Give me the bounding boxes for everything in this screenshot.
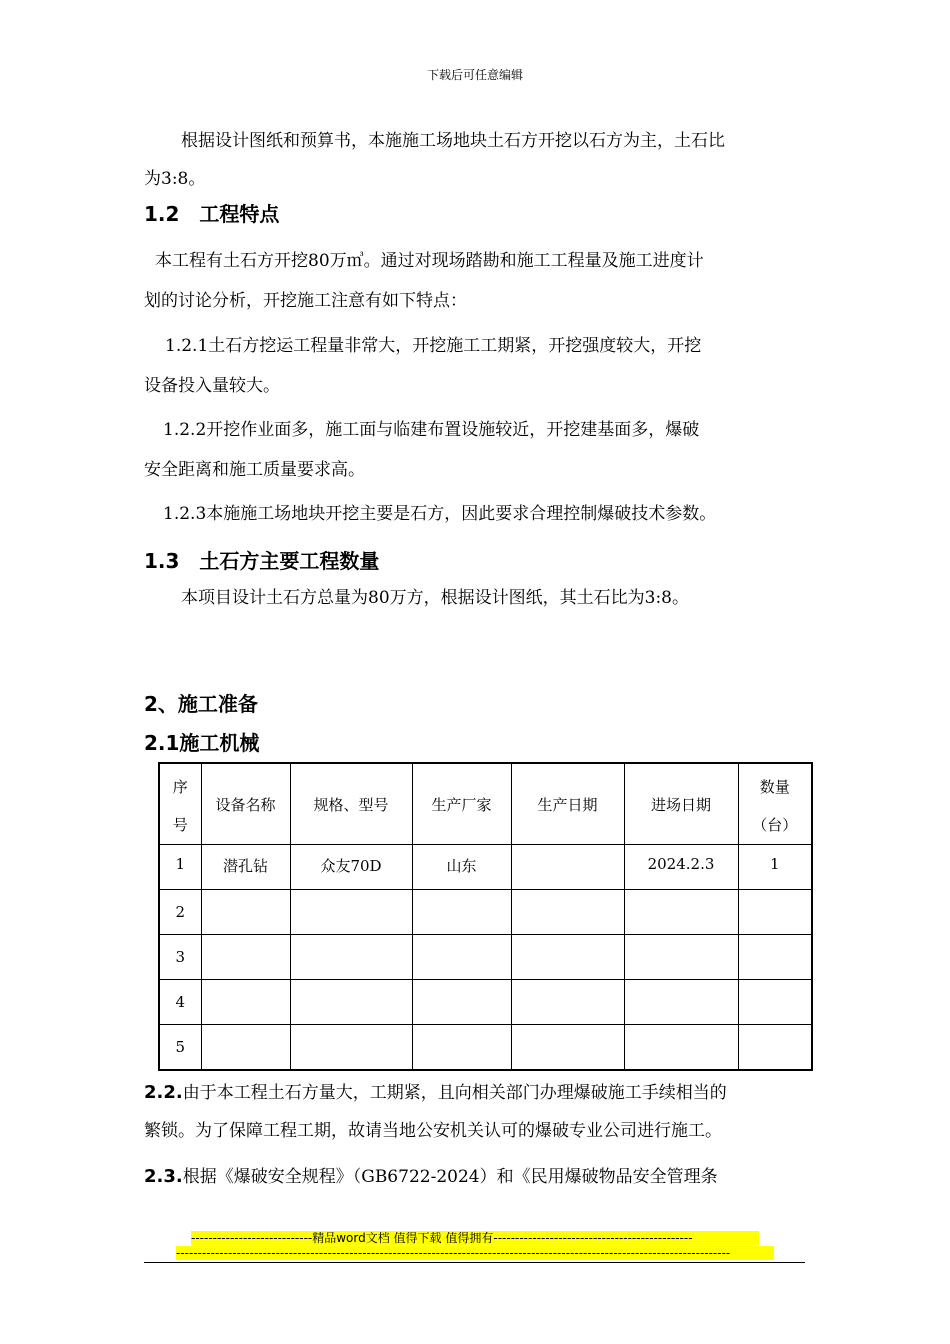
header-seq — [159, 763, 201, 845]
cell-seq: 5 — [159, 1025, 201, 1070]
cell-entry-date — [624, 980, 738, 1025]
cell-entry-date — [624, 935, 738, 980]
cell-name: 潜孔钻 — [201, 845, 290, 890]
item-1-2-2-line-1: 1.2.2开挖作业面多，施工面与临建布置设施较近，开挖建基面多，爆破 — [163, 420, 700, 440]
equipment-table — [158, 762, 813, 1071]
cell-prod-date — [511, 890, 624, 935]
header-seq-line-2: 号 — [172, 816, 188, 834]
header-name: 设备名称 — [201, 763, 290, 845]
item-1-2-1-line-1: 1.2.1土石方挖运工程量非常大，开挖施工工期紧，开挖强度较大，开挖 — [165, 336, 702, 356]
cell-qty — [738, 935, 812, 980]
cell-qty — [738, 890, 812, 935]
cell-spec — [290, 890, 412, 935]
header-prod-date: 生产日期 — [511, 763, 624, 845]
table-row — [159, 980, 812, 1025]
cell-seq: 3 — [159, 935, 201, 980]
cell-entry-date — [624, 890, 738, 935]
table-header-row — [159, 763, 812, 845]
cell-maker — [412, 935, 511, 980]
section-2-2-line-1 — [144, 1078, 727, 1103]
cell-qty: 1 — [738, 845, 812, 890]
item-1-2-1-line-2: 设备投入量较大。 — [144, 376, 280, 396]
intro-line-1: 根据设计图纸和预算书，本施施工场地块土石方开挖以石方为主，土石比 — [181, 131, 725, 151]
section-2-3-line-1 — [144, 1162, 718, 1187]
header-seq-line-1: 序 — [172, 778, 188, 796]
header-entry-date: 进场日期 — [624, 763, 738, 845]
section-2-2-line-2: 繁锁。为了保障工程工期，故请当地公安机关认可的爆破专业公司进行施工。 — [144, 1121, 722, 1141]
section-1-2-para-line-2: 划的讨论分析，开挖施工注意有如下特点： — [144, 291, 467, 311]
cell-prod-date — [511, 935, 624, 980]
cell-maker — [412, 980, 511, 1025]
header-qty-line-1: 数量 — [759, 778, 790, 796]
item-1-2-3: 1.2.3本施施工场地块开挖主要是石方，因此要求合理控制爆破技术参数。 — [163, 504, 717, 524]
cell-prod-date — [511, 980, 624, 1025]
header-qty-line-2: （台） — [752, 816, 798, 834]
intro-line-2: 为3:8。 — [144, 169, 206, 189]
section-2-heading: 2、施工准备 — [144, 692, 258, 716]
section-2-1-heading: 2.1施工机械 — [144, 731, 260, 755]
section-1-2-heading: 1.2 工程特点 — [144, 202, 280, 226]
header-maker: 生产厂家 — [412, 763, 511, 845]
section-2-2-text-1: 由于本工程土石方量大，工期紧，且向相关部门办理爆破施工手续相当的 — [182, 1083, 727, 1103]
cell-spec: 众友70D — [290, 845, 412, 890]
footer-divider — [144, 1262, 805, 1263]
cell-spec — [290, 935, 412, 980]
header-spec: 规格、型号 — [290, 763, 412, 845]
section-1-2-para-line-1: 本工程有土石方开挖80万㎥。通过对现场踏勘和施工工程量及施工进度计 — [155, 251, 704, 271]
item-1-2-2-line-2: 安全距离和施工质量要求高。 — [144, 460, 365, 480]
cell-maker — [412, 890, 511, 935]
table-row — [159, 845, 812, 890]
cell-name — [201, 890, 290, 935]
page-header-note: 下载后可任意编辑 — [426, 68, 523, 82]
table-row — [159, 1025, 812, 1070]
cell-seq: 2 — [159, 890, 201, 935]
header-qty — [738, 763, 812, 845]
cell-entry-date: 2024.2.3 — [624, 845, 738, 890]
cell-name — [201, 1025, 290, 1070]
cell-name — [201, 935, 290, 980]
cell-maker: 山东 — [412, 845, 511, 890]
section-2-3-number: 2.3. — [144, 1166, 183, 1187]
footer-banner-line-2: -------------------------------------------------------------------------------------------------------------------------------- — [176, 1246, 774, 1260]
cell-qty — [738, 980, 812, 1025]
section-1-3-para: 本项目设计土石方总量为80万方，根据设计图纸，其土石比为3:8。 — [181, 588, 689, 608]
table-row — [159, 890, 812, 935]
table-row — [159, 935, 812, 980]
cell-seq: 1 — [159, 845, 201, 890]
cell-prod-date — [511, 1025, 624, 1070]
cell-seq: 4 — [159, 980, 201, 1025]
cell-maker — [412, 1025, 511, 1070]
cell-entry-date — [624, 1025, 738, 1070]
cell-prod-date — [511, 845, 624, 890]
cell-qty — [738, 1025, 812, 1070]
section-2-2-number: 2.2. — [144, 1082, 183, 1103]
cell-name — [201, 980, 290, 1025]
cell-spec — [290, 980, 412, 1025]
footer-banner-line-1: ----------------------------精品word文档 值得下载 值得拥有---------------------------------------------- — [191, 1231, 759, 1245]
cell-spec — [290, 1025, 412, 1070]
section-2-3-text-1: 根据《爆破安全规程》（GB6722-2024）和《民用爆破物品安全管理条 — [182, 1167, 718, 1187]
section-1-3-heading: 1.3 土石方主要工程数量 — [144, 549, 380, 573]
